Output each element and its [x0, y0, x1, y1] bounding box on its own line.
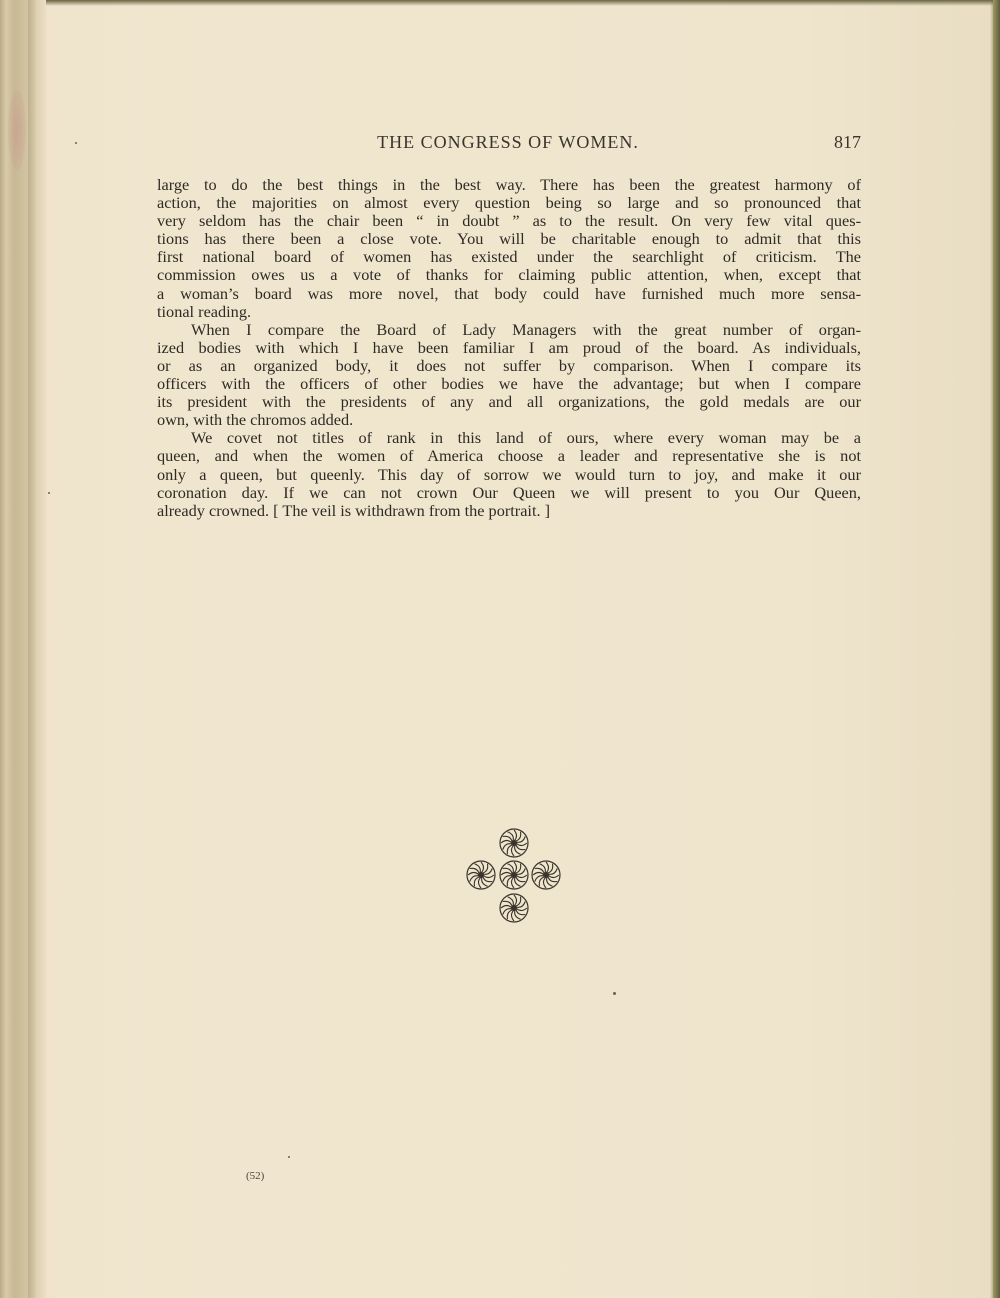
- paper-speck: [613, 992, 616, 995]
- page-number: 817: [834, 132, 861, 152]
- text-line: We covet not titles of rank in this land of ours, where every woman may be a: [191, 428, 861, 448]
- text-line: only a queen, but queenly. This day of sorrow we would turn to joy, and make it our: [157, 464, 861, 484]
- text-line: tions has there been a close vote. You will be charitable enough to admit that this: [157, 229, 861, 249]
- text-line: first national board of women has existed under the searchlight of criticism. The: [157, 247, 861, 267]
- rosette-icon: [500, 829, 528, 857]
- text-line: already crowned. [ The veil is withdrawn from the portrait. ]: [157, 500, 551, 520]
- text-line: coronation day. If we can not crown Our Queen we will present to you Our Queen,: [157, 482, 861, 502]
- text-line: When I compare the Board of Lady Managers with the great number of organ-: [191, 319, 861, 339]
- signature-mark: (52): [246, 1170, 265, 1182]
- text-line: ized bodies with which I have been familiar I am proud of the board. As individuals,: [157, 337, 861, 357]
- text-line: own, with the chromos added.: [157, 410, 354, 430]
- page-binding-gutter: [0, 0, 46, 1298]
- text-line: tional reading.: [157, 301, 252, 321]
- binding-stain: [8, 90, 26, 170]
- rosette-icon: [500, 894, 528, 922]
- text-line: commission owes us a vote of thanks for claiming public attention, when, except that: [157, 265, 861, 285]
- rosette-icon: [500, 861, 528, 889]
- paper-speck: [288, 1156, 290, 1158]
- text-line: a woman’s board was more novel, that body could have furnished much more sensa-: [157, 283, 861, 303]
- paper-speck: [75, 142, 77, 144]
- running-title: THE CONGRESS OF WOMEN.: [377, 132, 639, 152]
- text-line: large to do the best things in the best way. There has been the greatest harmony of: [157, 175, 861, 194]
- rosette-cluster-icon: [465, 828, 563, 926]
- body-text: [157, 176, 861, 520]
- text-line: queen, and when the women of America choose a leader and representative she is not: [157, 446, 861, 466]
- rosette-icon: [532, 861, 560, 889]
- paper-speck: [48, 492, 50, 494]
- page-right-edge: [993, 0, 1000, 1298]
- rosette-icon: [467, 861, 495, 889]
- text-line: action, the majorities on almost every question being so large and so pronounced that: [157, 193, 861, 213]
- text-line: very seldom has the chair been “ in doubt ” as to the result. On very few vital ques-: [157, 211, 861, 231]
- running-header: [155, 132, 861, 156]
- binding-fold-line: [28, 0, 36, 1298]
- text-line: or as an organized body, it does not suffer by comparison. When I compare its: [157, 355, 861, 375]
- text-line: its president with the presidents of any and all organizations, the gold medals are our: [157, 392, 861, 412]
- page-top-edge: [0, 0, 1000, 6]
- text-line: officers with the officers of other bodies we have the advantage; but when I compare: [157, 374, 861, 394]
